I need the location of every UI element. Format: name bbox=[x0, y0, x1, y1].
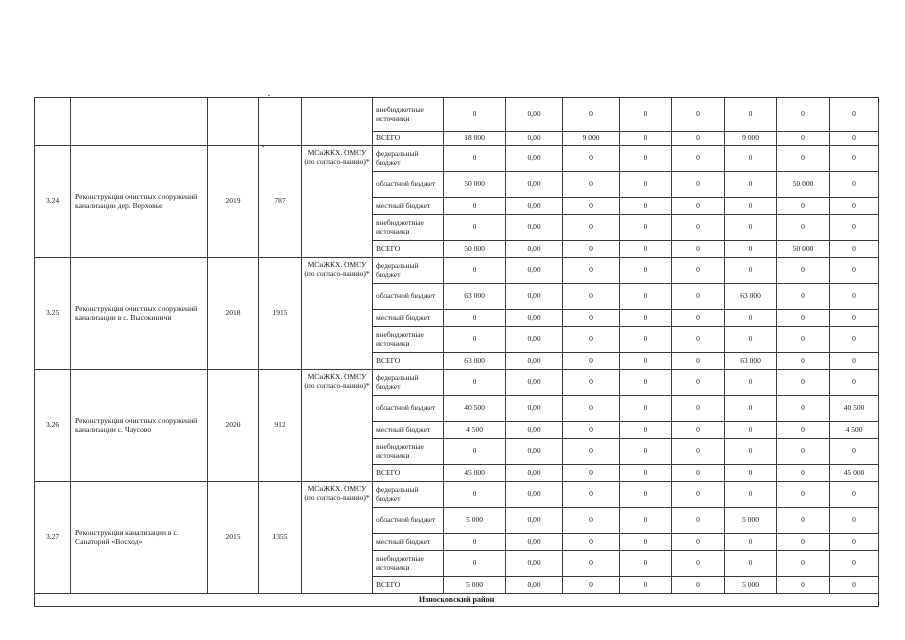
value-cell: 0 bbox=[725, 98, 777, 132]
value-cell: 0 bbox=[725, 172, 777, 198]
value-cell: 50 000 bbox=[777, 241, 830, 258]
value-cell: 0 bbox=[620, 534, 672, 551]
project-executor: МСиЖКХ, ОМСУ (по согласо-ванию)* bbox=[302, 146, 373, 258]
value-cell: 0 bbox=[777, 215, 830, 241]
value-cell: 5 000 bbox=[725, 508, 777, 534]
value-cell: 0 bbox=[563, 310, 620, 327]
value-cell: 0 bbox=[725, 439, 777, 465]
value-cell: 0 bbox=[830, 577, 879, 594]
value-cell: 0 bbox=[563, 146, 620, 172]
value-cell: 0,00 bbox=[506, 146, 563, 172]
value-cell: 0 bbox=[672, 422, 725, 439]
value-cell: 0 bbox=[777, 422, 830, 439]
scan-mark bbox=[268, 95, 270, 96]
table-row bbox=[35, 258, 879, 284]
value-cell: 0 bbox=[830, 439, 879, 465]
source-cell: ВСЕГО bbox=[373, 353, 444, 370]
project-quantity: 1355 bbox=[259, 482, 302, 594]
value-cell: 45 000 bbox=[444, 465, 506, 482]
value-cell: 0 bbox=[444, 98, 506, 132]
value-cell: 0 bbox=[672, 132, 725, 146]
value-cell: 5 000 bbox=[725, 577, 777, 594]
project-number: 3.26 bbox=[35, 370, 71, 482]
value-cell: 0 bbox=[620, 439, 672, 465]
source-cell: ВСЕГО bbox=[373, 132, 444, 146]
value-cell: 0 bbox=[620, 482, 672, 508]
source-cell: местный бюджет bbox=[373, 534, 444, 551]
value-cell: 0 bbox=[563, 241, 620, 258]
value-cell: 0 bbox=[563, 534, 620, 551]
value-cell: 0 bbox=[444, 534, 506, 551]
value-cell: 0 bbox=[563, 439, 620, 465]
value-cell: 4 500 bbox=[830, 422, 879, 439]
value-cell: 0 bbox=[620, 215, 672, 241]
value-cell: 0 bbox=[725, 465, 777, 482]
value-cell: 0 bbox=[672, 353, 725, 370]
value-cell: 0 bbox=[830, 132, 879, 146]
value-cell: 5 000 bbox=[444, 577, 506, 594]
value-cell: 0 bbox=[444, 146, 506, 172]
source-cell: областной бюджет bbox=[373, 396, 444, 422]
value-cell: 0 bbox=[777, 258, 830, 284]
value-cell: 0,00 bbox=[506, 534, 563, 551]
value-cell: 40 500 bbox=[830, 396, 879, 422]
value-cell: 0,00 bbox=[506, 353, 563, 370]
value-cell: 0 bbox=[830, 172, 879, 198]
value-cell: 0,00 bbox=[506, 241, 563, 258]
value-cell: 0 bbox=[620, 577, 672, 594]
value-cell: 0,00 bbox=[506, 215, 563, 241]
value-cell: 0,00 bbox=[506, 551, 563, 577]
value-cell: 0 bbox=[777, 439, 830, 465]
value-cell: 0 bbox=[830, 98, 879, 132]
value-cell: 0 bbox=[563, 98, 620, 132]
value-cell: 0,00 bbox=[506, 198, 563, 215]
project-executor: МСиЖКХ, ОМСУ (по согласо-ванию)* bbox=[302, 482, 373, 594]
value-cell: 0 bbox=[620, 327, 672, 353]
value-cell: 0 bbox=[830, 241, 879, 258]
value-cell: 0 bbox=[672, 241, 725, 258]
value-cell: 0 bbox=[830, 215, 879, 241]
value-cell: 0 bbox=[563, 370, 620, 396]
source-cell: областной бюджет bbox=[373, 172, 444, 198]
project-year: 2020 bbox=[208, 370, 259, 482]
value-cell: 0 bbox=[563, 422, 620, 439]
source-cell: внебюджетные источники bbox=[373, 551, 444, 577]
value-cell: 0 bbox=[777, 327, 830, 353]
value-cell: 0 bbox=[444, 198, 506, 215]
value-cell: 0 bbox=[672, 146, 725, 172]
value-cell: 0 bbox=[444, 310, 506, 327]
source-cell: местный бюджет bbox=[373, 310, 444, 327]
source-cell: внебюджетные источники bbox=[373, 439, 444, 465]
project-quantity: 912 bbox=[259, 370, 302, 482]
value-cell: 0 bbox=[777, 465, 830, 482]
value-cell: 0 bbox=[672, 172, 725, 198]
value-cell: 0 bbox=[830, 534, 879, 551]
value-cell: 0 bbox=[725, 310, 777, 327]
project-year: 2018 bbox=[208, 258, 259, 370]
project-name: Реконструкция канализации в с. Санаторий «Восход» bbox=[71, 482, 208, 594]
value-cell: 0 bbox=[672, 396, 725, 422]
value-cell: 0 bbox=[672, 439, 725, 465]
value-cell: 0 bbox=[620, 353, 672, 370]
value-cell: 0,00 bbox=[506, 482, 563, 508]
value-cell: 0 bbox=[620, 370, 672, 396]
value-cell: 0 bbox=[830, 482, 879, 508]
value-cell: 0 bbox=[672, 284, 725, 310]
value-cell: 0 bbox=[444, 370, 506, 396]
value-cell: 0,00 bbox=[506, 422, 563, 439]
value-cell: 9 000 bbox=[725, 132, 777, 146]
value-cell: 0 bbox=[563, 327, 620, 353]
source-cell: областной бюджет bbox=[373, 284, 444, 310]
value-cell: 0 bbox=[777, 534, 830, 551]
value-cell: 0 bbox=[725, 215, 777, 241]
project-number: 3.27 bbox=[35, 482, 71, 594]
table-row bbox=[35, 482, 879, 508]
value-cell: 0 bbox=[672, 198, 725, 215]
value-cell: 0 bbox=[563, 258, 620, 284]
value-cell: 0 bbox=[830, 353, 879, 370]
table-row bbox=[35, 98, 879, 132]
project-number: 3.25 bbox=[35, 258, 71, 370]
value-cell: 40 500 bbox=[444, 396, 506, 422]
value-cell: 0,00 bbox=[506, 258, 563, 284]
value-cell: 0 bbox=[777, 132, 830, 146]
value-cell: 0 bbox=[672, 508, 725, 534]
value-cell: 0 bbox=[830, 284, 879, 310]
value-cell: 0 bbox=[563, 172, 620, 198]
value-cell: 0 bbox=[620, 508, 672, 534]
value-cell: 0 bbox=[444, 482, 506, 508]
value-cell: 9 000 bbox=[563, 132, 620, 146]
value-cell: 0,00 bbox=[506, 370, 563, 396]
value-cell: 0,00 bbox=[506, 98, 563, 132]
table-body bbox=[35, 98, 879, 607]
value-cell: 0 bbox=[620, 284, 672, 310]
region-label: Износковский район bbox=[35, 594, 879, 607]
value-cell: 0 bbox=[620, 258, 672, 284]
value-cell: 0 bbox=[777, 482, 830, 508]
value-cell: 0 bbox=[777, 146, 830, 172]
value-cell: 0 bbox=[830, 370, 879, 396]
value-cell: 0 bbox=[725, 422, 777, 439]
value-cell: 0 bbox=[620, 198, 672, 215]
source-cell: федеральный бюджет bbox=[373, 146, 444, 172]
value-cell: 0 bbox=[777, 370, 830, 396]
value-cell: 0 bbox=[620, 146, 672, 172]
table-row bbox=[35, 146, 879, 172]
value-cell: 0 bbox=[620, 396, 672, 422]
value-cell: 0 bbox=[725, 146, 777, 172]
value-cell: 0 bbox=[672, 465, 725, 482]
value-cell: 5 000 bbox=[444, 508, 506, 534]
value-cell: 0,00 bbox=[506, 577, 563, 594]
value-cell: 4 500 bbox=[444, 422, 506, 439]
value-cell: 0 bbox=[444, 215, 506, 241]
value-cell: 0 bbox=[563, 482, 620, 508]
source-cell: ВСЕГО bbox=[373, 577, 444, 594]
value-cell: 18 000 bbox=[444, 132, 506, 146]
value-cell: 0,00 bbox=[506, 508, 563, 534]
executor-cell bbox=[302, 98, 373, 146]
project-name: Реконструкция очистных сооружений канализации дер. Верховье bbox=[71, 146, 208, 258]
value-cell: 0 bbox=[672, 534, 725, 551]
value-cell: 63 000 bbox=[725, 353, 777, 370]
value-cell: 0 bbox=[725, 396, 777, 422]
value-cell: 50 000 bbox=[444, 172, 506, 198]
value-cell: 0,00 bbox=[506, 132, 563, 146]
project-name: Реконструкция очистных сооружений канализации в с. Высокиничи bbox=[71, 258, 208, 370]
value-cell: 0,00 bbox=[506, 284, 563, 310]
value-cell: 0,00 bbox=[506, 465, 563, 482]
value-cell: 0 bbox=[563, 353, 620, 370]
value-cell: 0 bbox=[672, 482, 725, 508]
value-cell: 0 bbox=[620, 310, 672, 327]
value-cell: 0 bbox=[563, 551, 620, 577]
value-cell: 0 bbox=[672, 577, 725, 594]
value-cell: 0 bbox=[830, 327, 879, 353]
value-cell: 0 bbox=[444, 551, 506, 577]
value-cell: 0 bbox=[672, 258, 725, 284]
value-cell: 0 bbox=[725, 327, 777, 353]
value-cell: 0 bbox=[672, 551, 725, 577]
value-cell: 0 bbox=[620, 98, 672, 132]
num-cell bbox=[35, 98, 71, 146]
value-cell: 45 000 bbox=[830, 465, 879, 482]
value-cell: 0 bbox=[563, 465, 620, 482]
value-cell: 63 000 bbox=[444, 353, 506, 370]
value-cell: 0 bbox=[725, 258, 777, 284]
value-cell: 0 bbox=[725, 198, 777, 215]
value-cell: 0 bbox=[620, 551, 672, 577]
value-cell: 0 bbox=[672, 310, 725, 327]
value-cell: 0 bbox=[672, 370, 725, 396]
value-cell: 0 bbox=[830, 258, 879, 284]
value-cell: 0 bbox=[777, 353, 830, 370]
value-cell: 0 bbox=[444, 327, 506, 353]
value-cell: 0 bbox=[620, 172, 672, 198]
value-cell: 0 bbox=[725, 482, 777, 508]
value-cell: 0 bbox=[830, 551, 879, 577]
project-year: 2015 bbox=[208, 482, 259, 594]
source-cell: областной бюджет bbox=[373, 508, 444, 534]
value-cell: 0 bbox=[444, 258, 506, 284]
value-cell: 0 bbox=[830, 146, 879, 172]
value-cell: 0 bbox=[444, 439, 506, 465]
value-cell: 0 bbox=[620, 241, 672, 258]
value-cell: 0 bbox=[725, 551, 777, 577]
value-cell: 0 bbox=[830, 310, 879, 327]
source-cell: местный бюджет bbox=[373, 422, 444, 439]
project-number: 3.24 bbox=[35, 146, 71, 258]
project-quantity: 787 bbox=[259, 146, 302, 258]
value-cell: 0 bbox=[563, 198, 620, 215]
value-cell: 0 bbox=[777, 551, 830, 577]
project-year: 2019 bbox=[208, 146, 259, 258]
value-cell: 0 bbox=[777, 98, 830, 132]
value-cell: 0,00 bbox=[506, 310, 563, 327]
source-cell: местный бюджет bbox=[373, 198, 444, 215]
project-name: Реконструкция очистных сооружений канализации с. Чаусово bbox=[71, 370, 208, 482]
value-cell: 0 bbox=[725, 534, 777, 551]
value-cell: 0 bbox=[563, 396, 620, 422]
region-row bbox=[35, 594, 879, 607]
value-cell: 0 bbox=[563, 284, 620, 310]
value-cell: 0,00 bbox=[506, 439, 563, 465]
value-cell: 0 bbox=[620, 132, 672, 146]
value-cell: 0 bbox=[725, 370, 777, 396]
source-cell: внебюджетные источники bbox=[373, 327, 444, 353]
value-cell: 0 bbox=[777, 284, 830, 310]
source-cell: ВСЕГО bbox=[373, 241, 444, 258]
value-cell: 0 bbox=[777, 198, 830, 215]
source-cell: федеральный бюджет bbox=[373, 258, 444, 284]
source-cell: федеральный бюджет bbox=[373, 370, 444, 396]
year-cell bbox=[208, 98, 259, 146]
source-cell: внебюджетные источники bbox=[373, 98, 444, 132]
name-cell bbox=[71, 98, 208, 146]
project-executor: МСиЖКХ, ОМСУ (по согласо-ванию)* bbox=[302, 258, 373, 370]
value-cell: 0 bbox=[830, 508, 879, 534]
value-cell: 50 000 bbox=[777, 172, 830, 198]
value-cell: 63 000 bbox=[725, 284, 777, 310]
funding-table bbox=[34, 97, 879, 607]
value-cell: 0 bbox=[777, 396, 830, 422]
value-cell: 0 bbox=[777, 577, 830, 594]
value-cell: 50 000 bbox=[444, 241, 506, 258]
value-cell: 0 bbox=[563, 577, 620, 594]
value-cell: 0 bbox=[672, 327, 725, 353]
value-cell: 0 bbox=[672, 98, 725, 132]
source-cell: внебюджетные источники bbox=[373, 215, 444, 241]
project-quantity: 1915 bbox=[259, 258, 302, 370]
source-cell: ВСЕГО bbox=[373, 465, 444, 482]
value-cell: 0 bbox=[725, 241, 777, 258]
value-cell: 0,00 bbox=[506, 396, 563, 422]
value-cell: 0 bbox=[672, 215, 725, 241]
qty-cell bbox=[259, 98, 302, 146]
source-cell: федеральный бюджет bbox=[373, 482, 444, 508]
value-cell: 0,00 bbox=[506, 327, 563, 353]
value-cell: 0 bbox=[620, 422, 672, 439]
project-executor: МСиЖКХ, ОМСУ (по согласо-ванию)* bbox=[302, 370, 373, 482]
value-cell: 0 bbox=[620, 465, 672, 482]
table-row bbox=[35, 370, 879, 396]
value-cell: 0 bbox=[777, 310, 830, 327]
value-cell: 0,00 bbox=[506, 172, 563, 198]
value-cell: 0 bbox=[563, 215, 620, 241]
value-cell: 0 bbox=[777, 508, 830, 534]
value-cell: 0 bbox=[563, 508, 620, 534]
value-cell: 63 000 bbox=[444, 284, 506, 310]
value-cell: 0 bbox=[830, 198, 879, 215]
